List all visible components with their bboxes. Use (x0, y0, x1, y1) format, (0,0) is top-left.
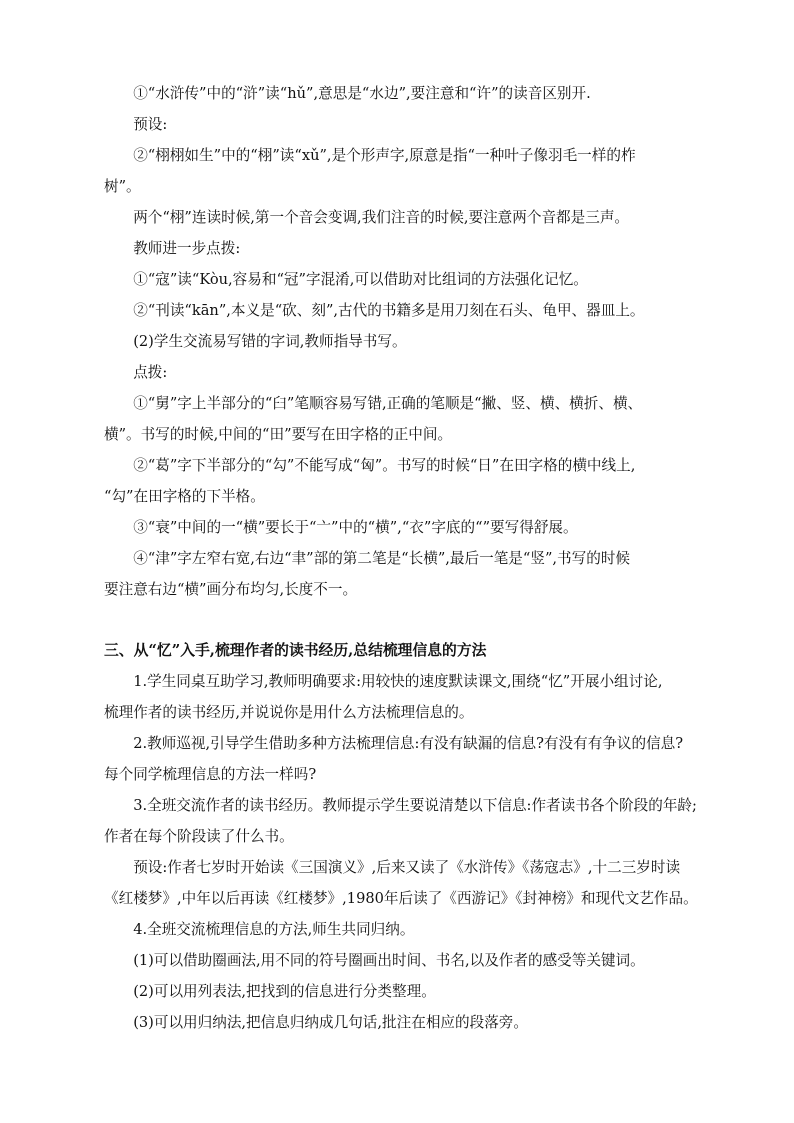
paragraph-line: “勾”在田字格的下半格。 (104, 488, 265, 505)
paragraph-line: 梳理作者的读书经历,并说说你是用什么方法梳理信息的。 (104, 704, 474, 721)
paragraph-line: (3)可以用归纳法,把信息归纳成几句话,批注在相应的段落旁。 (133, 1014, 528, 1031)
paragraph-line: 横”。书写的时候,中间的“田”要写在田字格的正中间。 (104, 426, 453, 443)
paragraph-line: ④“津”字左窄右宽,右边“聿”部的第二笔是“长横”,最后一笔是“竖”,书写的时候 (133, 550, 631, 567)
paragraph-line: ①“水浒传”中的“浒”读“hǔ”,意思是“水边”,要注意和“许”的读音区别开. (133, 85, 591, 102)
paragraph-line: ③“衰”中间的一“横”要长于“亠”中的“横”,“衣”字底的“”要写得舒展。 (133, 519, 578, 536)
paragraph-line: 《红楼梦》,中年以后再读《红楼梦》,1980年后读了《西游记》《封神榜》和现代文艺作品。 (104, 890, 698, 907)
section-3-heading: 三、从“忆”入手,梳理作者的读书经历,总结梳理信息的方法 (104, 642, 487, 659)
paragraph-line: (2)学生交流易写错的字词,教师指导书写。 (133, 333, 407, 350)
paragraph-line: 要注意右边“横”画分布均匀,长度不一。 (104, 581, 358, 598)
paragraph-line: 作者在每个阶段读了什么书。 (104, 828, 294, 845)
paragraph-line: 预设: (133, 116, 168, 133)
paragraph-line: ②“栩栩如生”中的“栩”读“xǔ”,是个形声字,原意是指“一种叶子像羽毛一样的柞 (133, 147, 636, 164)
paragraph-line: (1)可以借助圈画法,用不同的符号圈画出时间、书名,以及作者的感受等关键词。 (133, 952, 645, 969)
paragraph-line: 3.全班交流作者的读书经历。教师提示学生要说清楚以下信息:作者读书各个阶段的年龄; (133, 797, 697, 814)
paragraph-line: 2.教师巡视,引导学生借助多种方法梳理信息:有没有缺漏的信息?有没有有争议的信息? (133, 735, 684, 752)
paragraph-line: 树”。 (104, 178, 141, 195)
document-body (104, 78, 718, 1038)
paragraph-line: ②“葛”字下半部分的“勾”不能写成“匈”。书写的时候“日”在田字格的横中线上, (133, 457, 636, 474)
paragraph-line: 4.全班交流梳理信息的方法,师生共同归纳。 (133, 921, 415, 938)
paragraph-line: 每个同学梳理信息的方法一样吗? (104, 766, 317, 783)
paragraph-line: 预设:作者七岁时开始读《三国演义》,后来又读了《水浒传》《荡寇志》,十二三岁时读 (133, 859, 681, 876)
section-2-continued (104, 78, 718, 605)
paragraph-line: 1.学生同桌互助学习,教师明确要求:用较快的速度默读课文,围绕“忆”开展小组讨论, (133, 673, 663, 690)
paragraph-line: ①“寇”读“Kòu,容易和“冠”字混淆,可以借助对比组词的方法强化记忆。 (133, 271, 588, 288)
paragraph-line: 两个“栩”连读时候,第一个音会变调,我们注音的时候,要注意两个音都是三声。 (133, 209, 630, 226)
paragraph-line: 教师进一步点拨: (133, 240, 241, 257)
paragraph-line: ①“舅”字上半部分的“臼”笔顺容易写错,正确的笔顺是“撇、竖、横、横折、横、 (133, 395, 643, 412)
paragraph-line: (2)可以用列表法,把找到的信息进行分类整理。 (133, 983, 436, 1000)
paragraph-line: 点拨: (133, 364, 168, 381)
section-3-body (104, 666, 718, 1038)
paragraph-line: ②“刊读“kān”,本义是“砍、刻”,古代的书籍多是用刀刻在石头、龟甲、器皿上。 (133, 302, 645, 319)
